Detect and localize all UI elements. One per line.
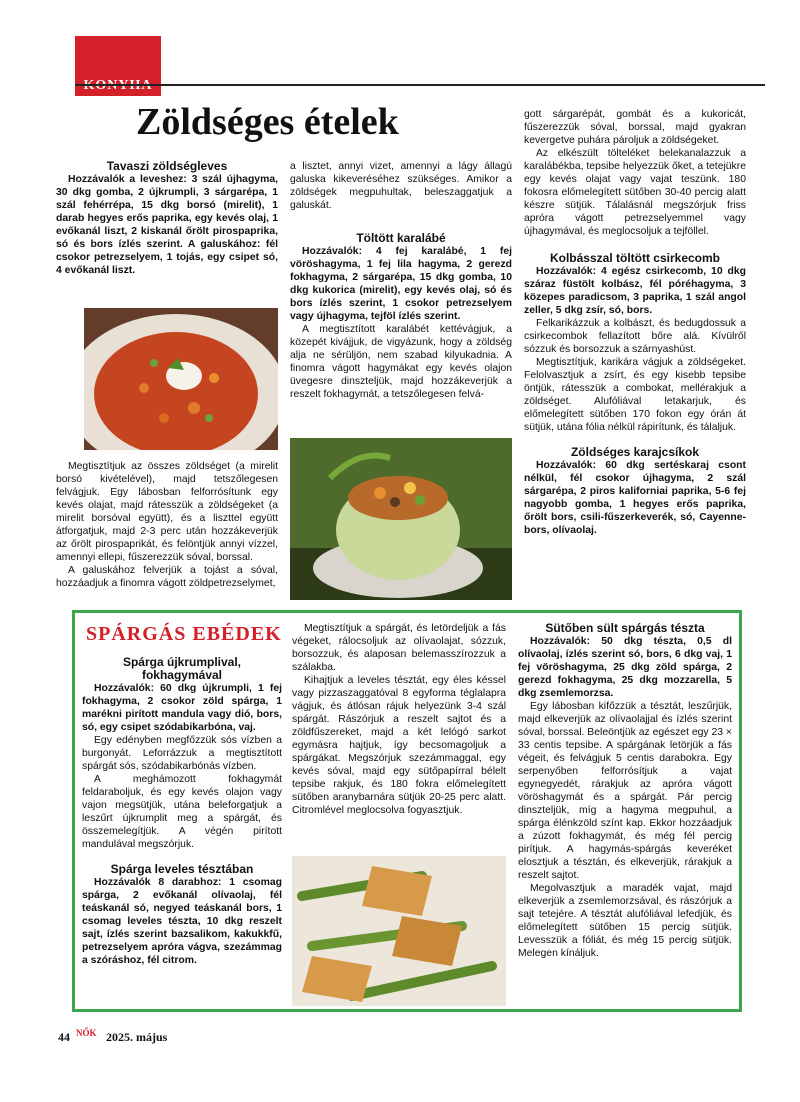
asparagus-pastry-title: Spárga leveles tésztában xyxy=(110,862,254,876)
chicken-ingredients: Hozzávalók: 4 egész csirkecomb, 10 dkg száraz füstölt kolbász, fél póréhagyma, 3 közepes paradicsom, 3 paprika, 1 szál angol zeller, 5 dkg zsír, só, bors. xyxy=(524,266,746,316)
baked-pasta-column xyxy=(518,622,732,960)
soup-method-2: A galuskához felverjük a tojást a sóval, hozzáadjuk a finomra vágott zöldpetrezselymet, xyxy=(56,565,278,589)
chicken-method-2: Megtisztítjuk, karikára vágjuk a zöldségeket. Felolvasztjuk a zsírt, és egy kisebb tepsibe öntjük, rátesszük a combokat, mellérakjuk a zöldséget. Alufóliával letakarjuk, és előmelegített sütőben 170 fokon egy órán át sütjük, utána fólia nélkül rápirítunk, és tálaljuk. xyxy=(524,357,746,433)
section-tab xyxy=(75,36,161,96)
asparagus-pastry-method-2: Kihajtjuk a leveles tésztát, egy éles késsel vagy pizzaszaggatóval 8 egyforma téglalapra vágjuk, és átlósan rájuk helyezünk 3-4 szál spárgát. Rászórjuk a reszelt sajtot és a zöldfűszereket, majd a két lelógó sarkot egymásra hajtjuk, így becsomagoljuk a spárgákat. Megszórjuk szezámmaggal, egy kevés sóval, majd egy sütőpapírral bélelt tepsibe rakjuk, és 180 fokra előmelegített sütőben aranybarnára sütjük 20-25 perc alatt. Citromlével meglocsolva fogyasztjuk. xyxy=(292,675,506,816)
asparagus-potato-ingredients: Hozzávalók: 60 dkg újkrumpli, 1 fej fokhagyma, 2 csokor zöld spárga, 1 marékni pirított mandula vagy dió, bors, só, egy csipet szódabikarbóna, vaj. xyxy=(82,683,282,733)
page-number: 44 xyxy=(58,1030,70,1044)
chicken-title: Kolbásszal töltött csirkecomb xyxy=(549,251,721,265)
baked-pasta-title: Sütőben sült spárgás tészta xyxy=(545,621,705,635)
soup-title: Tavaszi zöldségleves xyxy=(106,159,228,173)
asparagus-pastry-photo xyxy=(292,856,506,1006)
chicken-column xyxy=(524,108,746,537)
kohlrabi-method-cont: gott sárgarépát, gombát és a kukoricát, fűszerezzük sóval, borssal, majd gyakran kevergetve puhára pároljuk a zöldségeket. xyxy=(524,109,746,146)
soup-ingredients: Hozzávalók a leveshez: 3 szál újhagyma, 30 dkg gomba, 2 újkrumpli, 3 sárgarépa, 1 szál fehérrépa, 15 dkg borsó (mirelit), 1 darab hegyes erős paprika, egy kevés olaj, 1 evőkanál liszt, 2 kiskanál őrölt pirospaprika, só és bors ízlés szerint. A galuskához: fél csokor petrezselyem, 1 tojás, egy csipet só, 4 evőkanál liszt. xyxy=(56,174,278,276)
asparagus-potato-method-2: A meghámozott fokhagymát feldaraboljuk, és egy kevés olajon vagy vajon megsütjük, utána beleforgatjuk a leszűrt újkrumplit meg a spárgát, és összemelegítjük. A végén pirított mandulával megszórjuk. xyxy=(82,774,282,850)
baked-pasta-ingredients: Hozzávalók: 50 dkg tészta, 0,5 dl olívaolaj, ízlés szerint só, bors, 6 dkg vaj, 1 fej vöröshagyma, 25 dkg zöld spárga, 2 gerezd fokhagyma, 25 dkg mozzarella, 5 dkg zsemlemorzsa. xyxy=(518,636,732,699)
asparagus-potato-method-1: Egy edényben megfőzzük sós vízben a burgonyát. Leforrázzuk a megtisztított spárgát sós, szódabikarbónás vízben. xyxy=(82,735,282,772)
asparagus-potato-title: Spárga újkrumplival, fokhagymával xyxy=(122,655,242,682)
issue-date: 2025. május xyxy=(106,1030,168,1044)
asparagus-pastry-method-column xyxy=(292,622,506,817)
kohlrabi-ingredients: Hozzávalók: 4 fej karalábé, 1 fej vöröshagyma, 1 fej lila hagyma, 2 gerezd fokhagyma, 2 sárgarépa, 15 dkg gomba, 10 dkg kukorica (mirelit), egy kevés olaj, só és bors ízlés szerint, 1 csokor petrezselyem vagy újhagyma, tejföl ízlés szerint. xyxy=(290,246,512,322)
baked-pasta-method-2: Megolvasztjuk a maradék vajat, majd elkeverjük a zsemlemorzsával, és rászórjuk a sajt tetejére. A tésztát alufóliával lefedjük, és előmelegített sütőben 15 percig sütjük. Levesszük a fóliát, és még 15 percig sütjük. Melegen kínáljuk. xyxy=(518,883,732,959)
asparagus-pastry-ingredients: Hozzávalók 8 darabhoz: 1 csomag spárga, 2 evőkanál olívaolaj, fél teáskanál só, negyed teáskanál bors, 1 csomag leveles tészta, 10 dkg reszelt sajt, ízlés szerint bazsalikom, kakukkfű, petrezselyem apróra vágva, szezámmag a szóráshoz, fél citrom. xyxy=(82,877,282,966)
kohlrabi-title: Töltött karalábé xyxy=(356,231,446,245)
soup-method-1: Megtisztítjuk az összes zöldséget (a mirelit borsó kivételével), majd tetszőlegesen felvágjuk. Egy lábosban felforrósítunk egy kevés olajat, majd rátesszük a zöldségeket (a mirelit borsóval együtt), és a liszttel együtt átforgatjuk, majd 2-3 perc után hozzákeverjük az őrölt pirospaprikát, és felöntjük annyi vízzel, amennyi ellepi, fűszerezzük sóval, borssal. xyxy=(56,461,278,563)
pork-ingredients: Hozzávalók: 60 dkg sertéskaraj csont nélkül, fél csokor újhagyma, 2 szál sárgarépa, 2 piros kaliforniai paprika, 5-6 fej nagyobb gomba, 1 hegyes erős paprika, őrölt bors, csili-fűszerkeverék, só, Cayenne-bors, olívaolaj. xyxy=(524,460,746,536)
section-label xyxy=(75,78,161,94)
asparagus-box-title: SPÁRGÁS EBÉDEK xyxy=(86,623,282,645)
soup-photo xyxy=(84,308,278,450)
soup-recipe-column xyxy=(56,160,278,277)
asparagus-potato-column xyxy=(82,656,282,967)
kohlrabi-column xyxy=(290,160,512,401)
magazine-logo: NŐK xyxy=(76,1028,97,1038)
asparagus-pastry-method-1: Megtisztítjuk a spárgát, és letördeljük a fás végeket, rálocsoljuk az olívaolajat, sózzuk, borsozzuk, és alaposan belemasszírozzuk a szálakba. xyxy=(292,623,506,673)
kohlrabi-photo xyxy=(290,438,512,600)
baked-pasta-method-1: Egy lábosban kifőzzük a tésztát, leszűrjük, majd elkeverjük az olívaolajjal és ízlés szerint sóval, borssal. Beleöntjük az egészet egy 23 × 33 centis tepsibe. A spárgának letörjük a fás végeit, és felvágjuk 5 centis darabokra. Egy serpenyőben felforrósítjuk a vajat egynegyedét, rárakjuk az apróra vágott vöröshagymát és a spárgát. Pár percig dinszteljük, míg a hagyma megpuhul, a spárga élénkzöld színt kap. Ekkor hozzáadjuk a zúzott fokhagymát, és még fél percig pirítjuk. A hagymás-spárgás keveréket elosztjuk a tésztán, és elkeverjük, rárakjuk a reszelt sajtot. xyxy=(518,701,733,881)
chicken-method-1: Felkarikázzuk a kolbászt, és bedugdossuk a csirkecombok fellazított bőre alá. Kívülről sózzuk és borsozzuk a szárnyashúst. xyxy=(524,318,746,355)
kohlrabi-method: A megtisztított karalábét kettévágjuk, a közepét kivájjuk, de vigyázunk, hogy a zöldség alja ne sérüljön, nem szabad kilyukadnia. A finomra vágott hagymákat egy kevés olajon üvegesre dinszteljük, majd hozzákeverjük a reszelt fokhagymát, a tetszőlegesen felvá- xyxy=(290,324,512,400)
pork-title: Zöldséges karajcsíkok xyxy=(570,445,700,459)
page-headline: Zöldséges ételek xyxy=(136,101,399,143)
soup-method-cont: a lisztet, annyi vizet, amennyi a lágy állagú galuska kikeveréséhez szükséges. Amikor a zöldségek megpuhultak, beleszaggatjuk a galuskát. xyxy=(290,161,512,211)
soup-method-column xyxy=(56,460,278,590)
kohlrabi-method-cont-2: Az elkészült tölteléket belekanalazzuk a karalábékba, tepsibe helyezzük őket, a tetejükre egy kevés olajat vagy vajat teszünk. 180 fokosra előmelegített sütőben 30-40 percig alatt készre sütjük. Tálalásnál megszórjuk friss apróra vágott petrezselyemmel vagy újhagymával, és meglocsoljuk a tejföllel. xyxy=(524,148,746,237)
header-rule xyxy=(75,84,765,86)
